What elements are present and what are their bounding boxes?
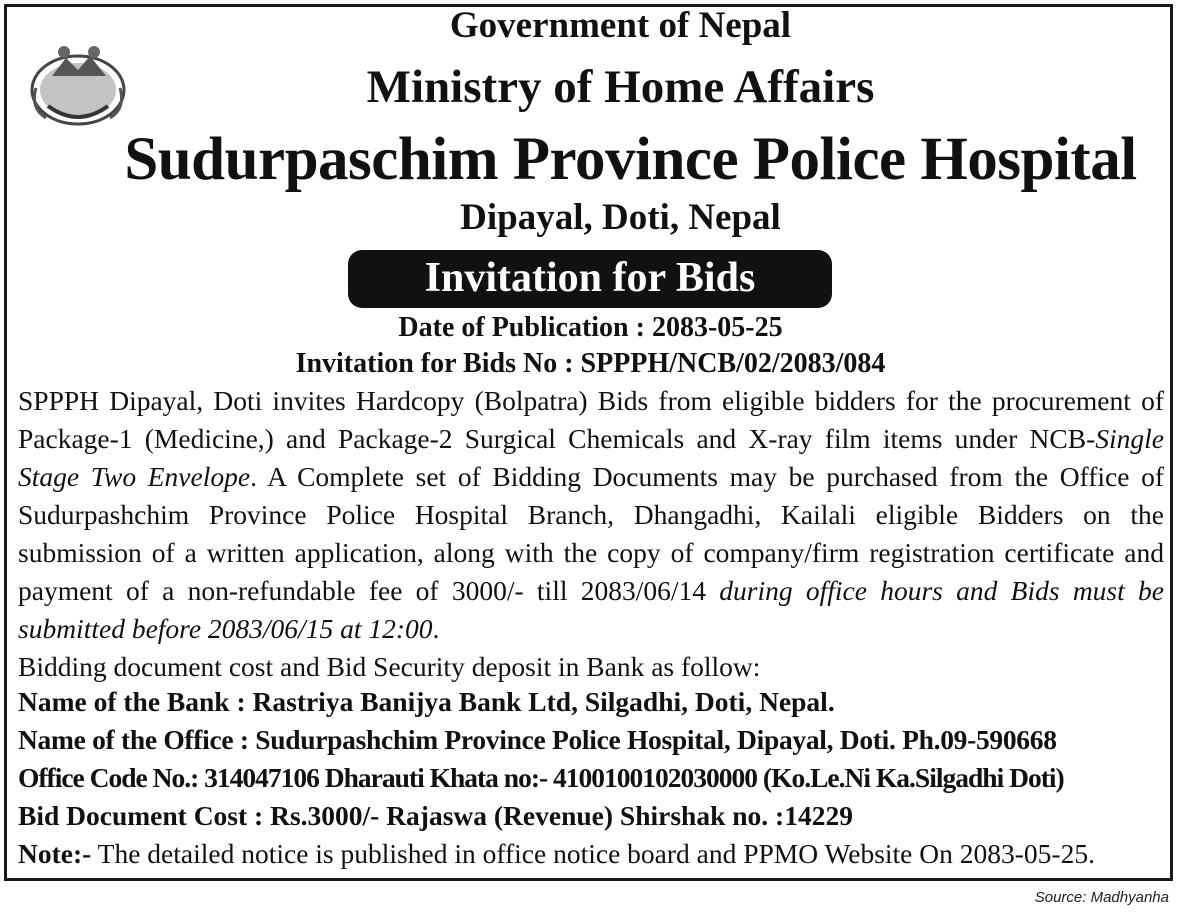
bid-number: Invitation for Bids No : SPPPH/NCB/02/2083/084	[295, 348, 886, 379]
publication-date: Date of Publication : 2083-05-25	[398, 312, 783, 343]
paragraph-text: SPPPH Dipayal, Doti invites Hardcopy (Bolpatra) Bids from eligible bidders for the procurement of Package-1 (Medicine,) and Package-2 Surgical Chemicals and X-ray film items under NCB-	[18, 385, 1164, 454]
invitation-banner: Invitation for Bids	[348, 250, 832, 308]
notice-paragraph	[18, 382, 1164, 648]
note-text: The detailed notice is published in office notice board and PPMO Website On 2083-05-25.	[91, 838, 1095, 869]
office-name: Name of the Office : Sudurpashchim Province Police Hospital, Dipayal, Doti. Ph.09-590668	[18, 724, 1057, 755]
hospital-title: Sudurpaschim Province Police Hospital	[124, 126, 1137, 193]
bank-name: Name of the Bank : Rastriya Banijya Bank Ltd, Silgadhi, Doti, Nepal.	[18, 686, 835, 717]
notice-body	[18, 382, 1164, 686]
paragraph-end: .	[432, 613, 440, 644]
source-credit: Source: Madhyanha	[1034, 889, 1169, 906]
bid-document-cost: Bid Document Cost : Rs.3000/- Rajaswa (Revenue) Shirshak no. :14229	[18, 800, 853, 831]
note-label: Note:-	[18, 838, 92, 869]
bank-intro: Bidding document cost and Bid Security deposit in Bank as follow:	[18, 651, 761, 682]
paragraph-italic: Single Stage Two Envelope	[18, 423, 1164, 492]
office-code: Office Code No.: 314047106 Dharauti Khata no:- 4100100102030000 (Ko.Le.Ni Ka.Silgadhi Doti)	[18, 762, 1064, 793]
ministry-title: Ministry of Home Affairs	[366, 61, 875, 113]
government-title: Government of Nepal	[449, 5, 792, 46]
paragraph-italic-deadline: during office hours and Bids must be submitted before 2083/06/15 at 12:00	[18, 575, 1164, 644]
location-subtitle: Dipayal, Doti, Nepal	[460, 197, 781, 238]
paragraph-text-cont: . A Complete set of Bidding Documents may be purchased from the Office of Sudurpashchim Province Police Hospital Branch, Dhangadhi, Kailali eligible Bidders on the submission of a written application, along with the copy of company/firm registration certificate and payment of a non-refundable fee of 3000/- till 2083/06/14	[18, 461, 1164, 606]
note-line	[18, 838, 1095, 870]
